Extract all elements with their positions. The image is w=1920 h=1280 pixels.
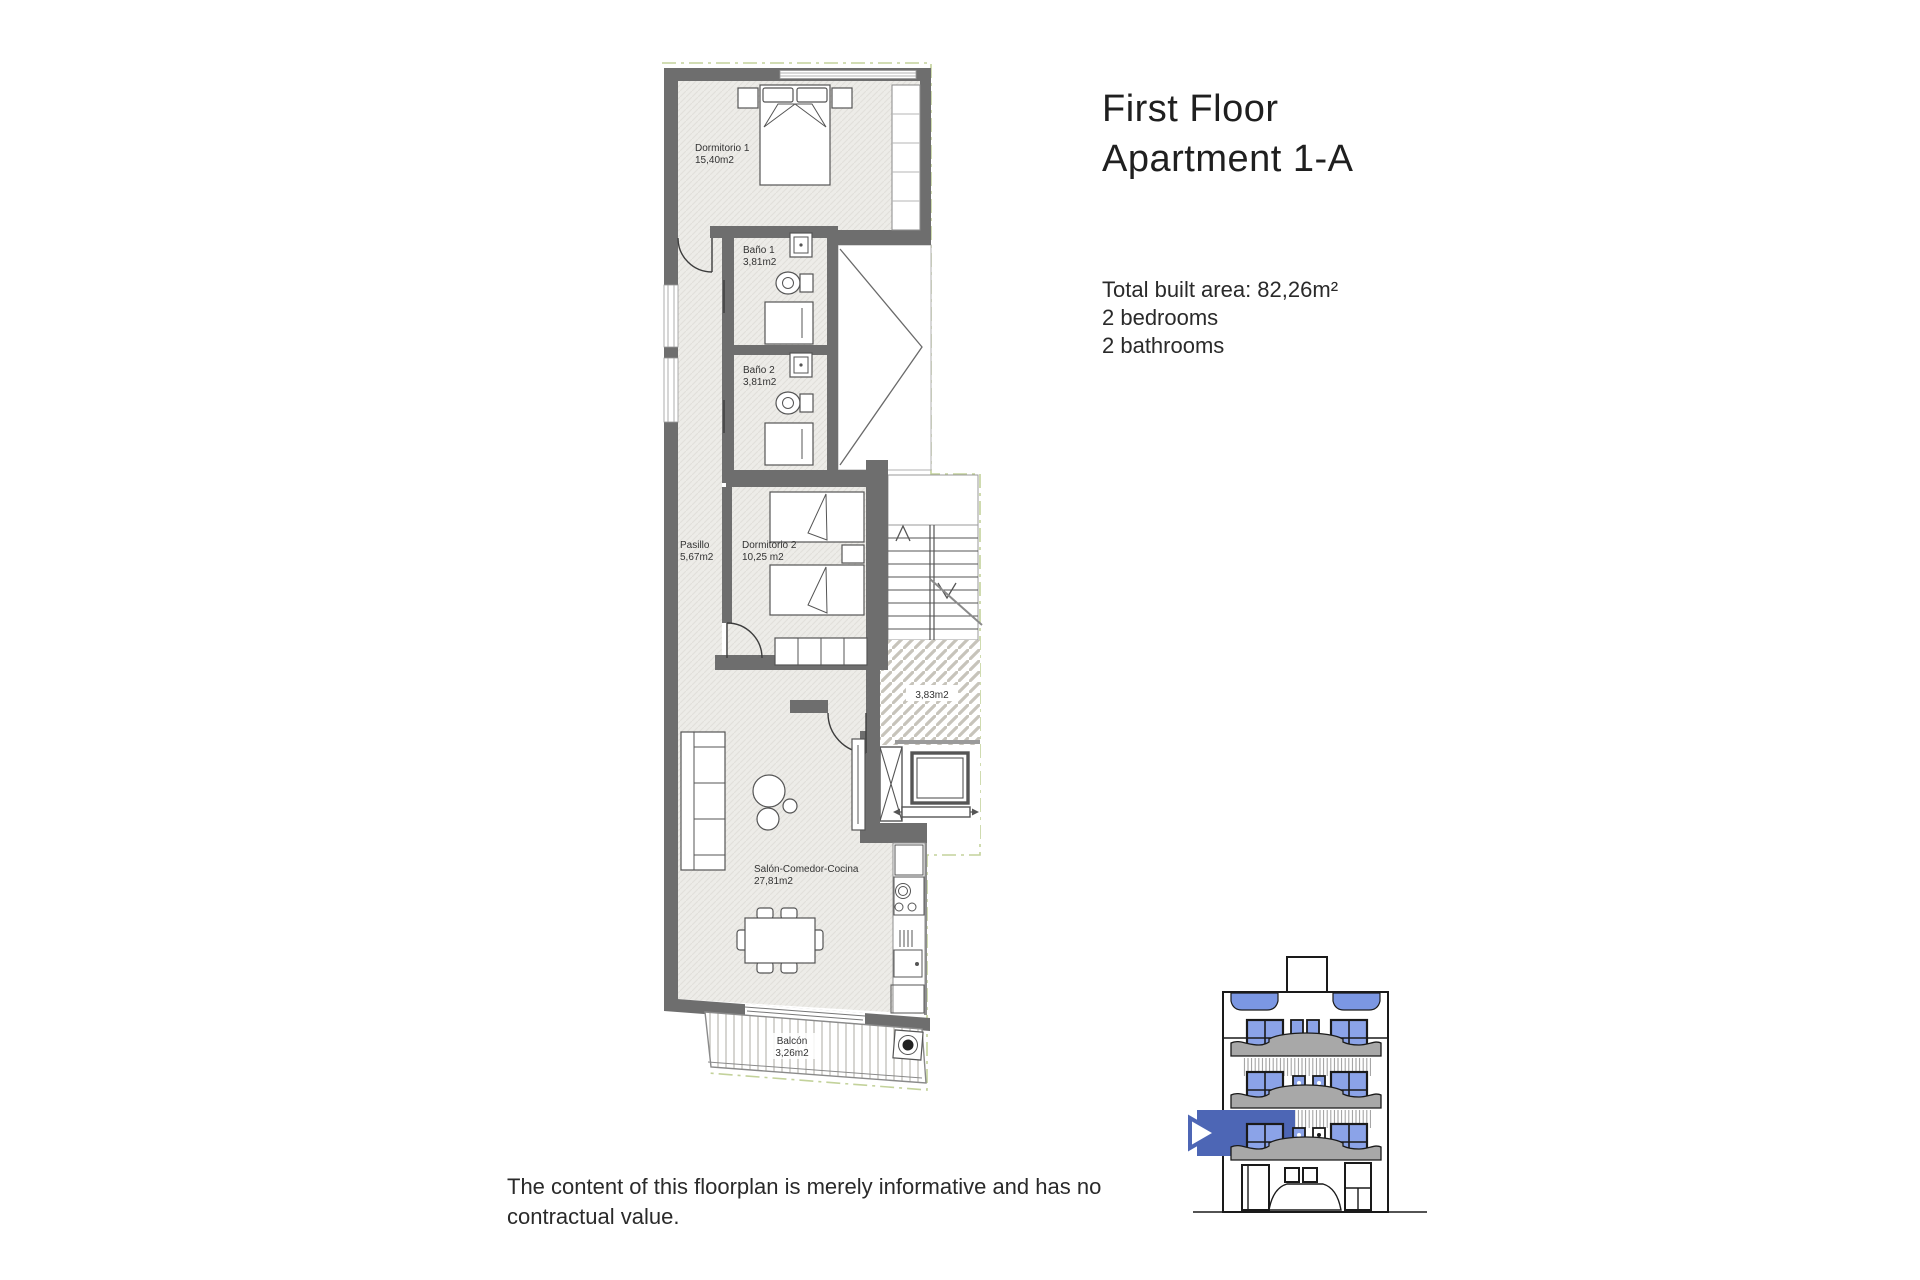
room-label: Dormitorio 2 — [742, 540, 797, 551]
elevation-floor-1 — [1190, 1110, 1381, 1160]
coffee-table — [757, 808, 779, 830]
room-area: 10,25 m2 — [742, 552, 784, 563]
bedrooms-count: 2 bedrooms — [1102, 305, 1219, 330]
dormitorio-2-furniture — [770, 492, 867, 665]
title-line-2: Apartment 1-A — [1102, 138, 1354, 180]
room-area: 15,40m2 — [695, 155, 734, 166]
toilet — [776, 392, 800, 414]
room-label: Balcón — [776, 1036, 808, 1047]
entrance-door — [1242, 1165, 1269, 1210]
toilet — [776, 272, 800, 294]
nightstand — [738, 88, 758, 108]
room-label: Dormitorio 1 — [695, 143, 750, 154]
nightstand — [832, 88, 852, 108]
sofa — [681, 732, 725, 870]
room-area: 3,26m2 — [775, 1048, 809, 1059]
room-area: 3,81m2 — [743, 377, 777, 388]
roof-box — [1287, 957, 1327, 992]
room-area: 5,67m2 — [680, 552, 714, 563]
disclaimer-text: The content of this floorplan is merely informative and has no contractual value. — [507, 1174, 1102, 1229]
title-line-1: First Floor — [1102, 88, 1279, 130]
room-label: Baño 1 — [743, 245, 775, 256]
room-label: Pasillo — [680, 540, 710, 551]
nightstand — [842, 545, 864, 563]
washing-machine — [893, 1030, 923, 1060]
room-area: 3,83m2 — [915, 690, 949, 701]
building-elevation — [1185, 950, 1435, 1250]
room-label: Baño 2 — [743, 365, 775, 376]
dining-table — [737, 908, 823, 973]
staircase — [888, 475, 982, 640]
bathrooms-count: 2 bathrooms — [1102, 333, 1225, 358]
room-area: 27,81m2 — [754, 876, 793, 887]
total-built-area: Total built area: 82,26m² — [1102, 277, 1339, 302]
shower — [765, 302, 813, 344]
room-area: 3,81m2 — [743, 257, 777, 268]
shower — [765, 423, 813, 465]
single-bed-1 — [770, 492, 864, 542]
void-area — [838, 245, 931, 470]
coffee-table — [753, 775, 785, 807]
kitchen-counter — [891, 843, 925, 1013]
coffee-table — [783, 799, 797, 813]
room-label: Salón-Comedor-Cocina — [754, 864, 859, 875]
single-bed-2 — [770, 565, 864, 615]
floor-plan — [650, 55, 1030, 1120]
wardrobe — [892, 85, 920, 230]
elevation-ground-floor — [1242, 1163, 1371, 1210]
page-title — [1102, 84, 1354, 184]
apartment-details — [1102, 276, 1338, 360]
